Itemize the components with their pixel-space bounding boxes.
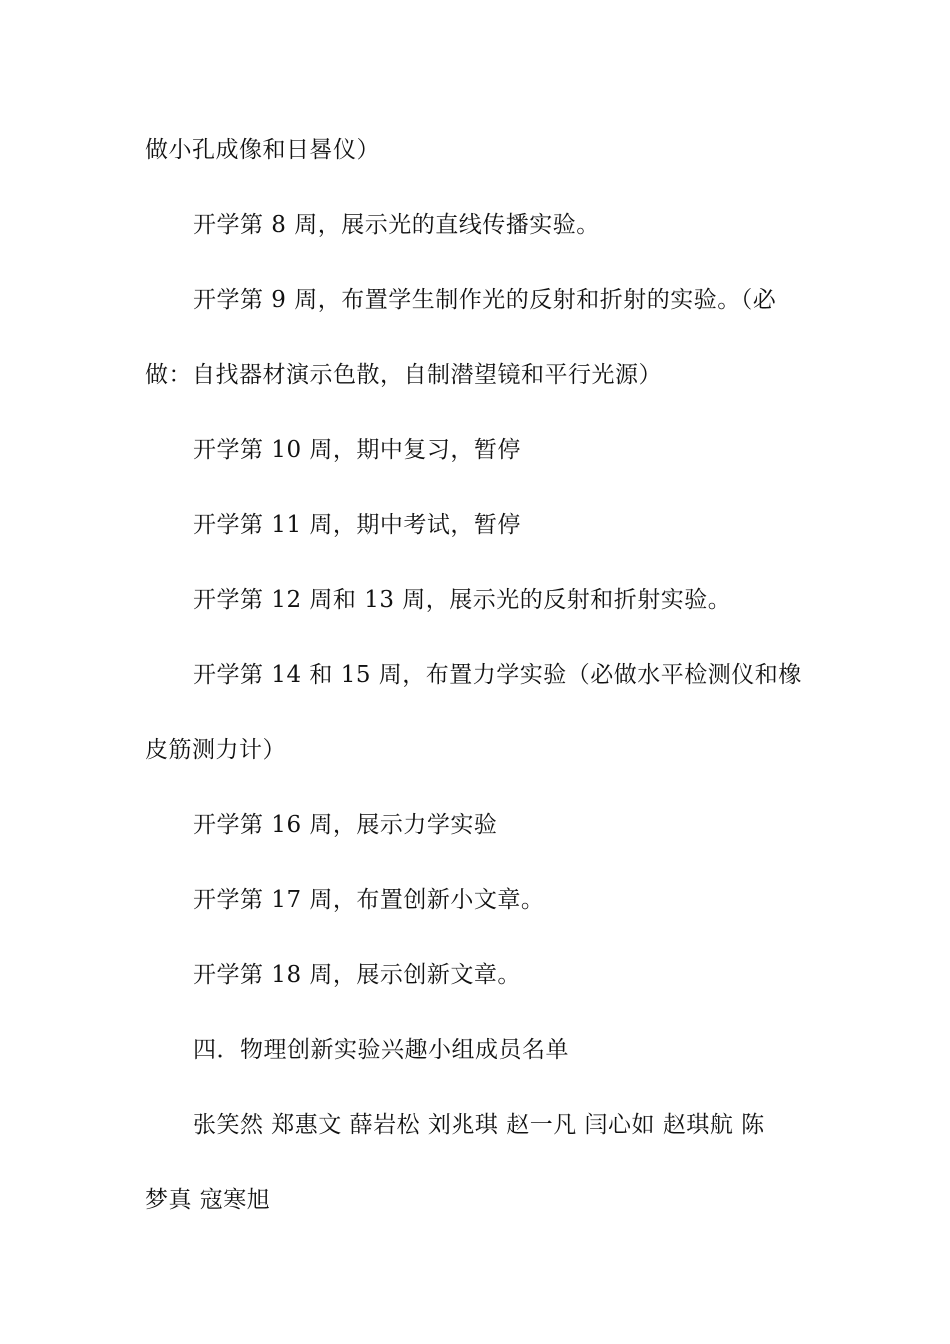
text-line-week-18: 开学第 18 周，展示创新文章。	[193, 962, 521, 988]
member-list-cont: 梦真 寇寒旭	[145, 1187, 271, 1213]
text-line-week-16: 开学第 16 周，展示力学实验	[193, 812, 498, 838]
section-heading: 四．物理创新实验兴趣小组成员名单	[193, 1037, 569, 1063]
text-line-week-17: 开学第 17 周，布置创新小文章。	[193, 887, 545, 913]
text-line-week-14-15-cont: 皮筋测力计）	[145, 737, 286, 763]
text-line-week-9-cont: 做：自找器材演示色散，自制潜望镜和平行光源）	[145, 362, 662, 388]
text-line-week-14-15: 开学第 14 和 15 周，布置力学实验（必做水平检测仪和橡	[193, 662, 802, 688]
text-line-continuation: 做小孔成像和日晷仪）	[145, 137, 380, 163]
text-line-week-9: 开学第 9 周，布置学生制作光的反射和折射的实验。（必	[193, 287, 777, 313]
text-line-week-10: 开学第 10 周，期中复习，暂停	[193, 437, 521, 463]
text-line-week-8: 开学第 8 周，展示光的直线传播实验。	[193, 212, 600, 238]
text-line-week-12-13: 开学第 12 周和 13 周，展示光的反射和折射实验。	[193, 587, 732, 613]
text-line-week-11: 开学第 11 周，期中考试，暂停	[193, 512, 521, 538]
member-list: 张笑然 郑惠文 薛岩松 刘兆琪 赵一凡 闫心如 赵琪航 陈	[193, 1112, 765, 1138]
